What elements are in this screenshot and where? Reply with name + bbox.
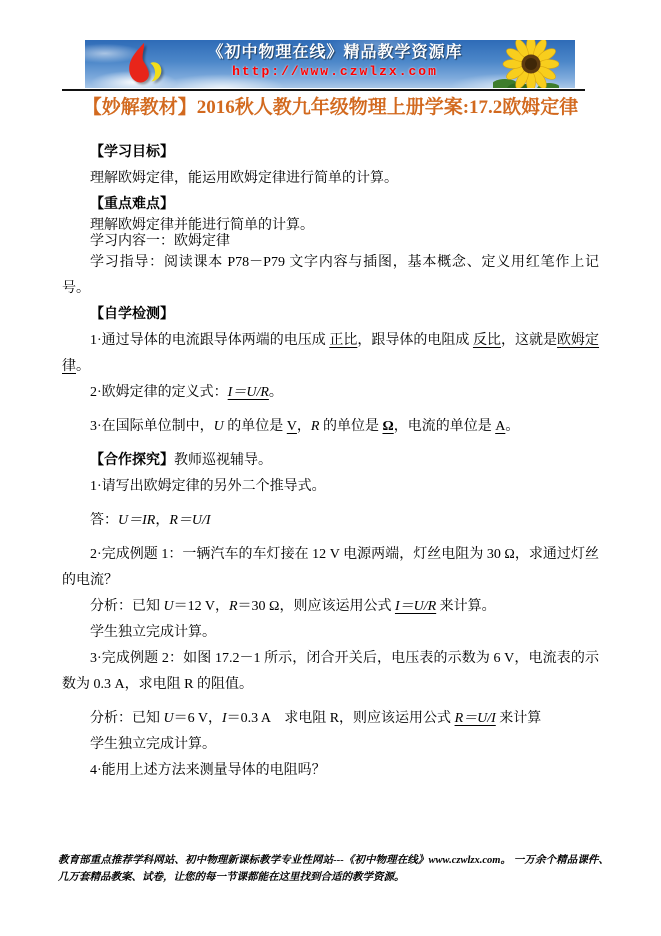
text-run: ＝6 V， xyxy=(173,711,222,726)
text-run: 反比 xyxy=(472,333,501,348)
text-run: 学生独立完成计算。 xyxy=(90,737,216,752)
text-run: 分析：已知 xyxy=(90,711,164,726)
text-run: 2·欧姆定律的定义式： xyxy=(90,385,228,400)
page-title: 【妙解教材】2016秋人教九年级物理上册学案:17.2欧姆定律 xyxy=(82,97,579,118)
paragraph xyxy=(62,166,599,192)
text-run: 2·完成例题 1：一辆汽车的车灯接在 12 V 电源两端，灯丝电阻为 30 Ω，求通过灯丝的电流？ xyxy=(62,547,599,588)
paragraph xyxy=(62,542,599,594)
text-run: ＝12 V， xyxy=(173,599,229,614)
site-name: 《初中物理在线》精品教学资源库 xyxy=(207,44,463,61)
text-run: 3·在国际单位制中， xyxy=(90,419,214,434)
text-run: A xyxy=(495,419,506,434)
site-logo-icon xyxy=(115,42,173,88)
text-run: 分析：已知 xyxy=(90,599,164,614)
text-run: 来计算。 xyxy=(436,599,496,614)
page-footer xyxy=(58,852,609,886)
text-run: 来计算 xyxy=(495,711,542,726)
text-run: U＝IR xyxy=(118,513,156,528)
text-run: ，跟导体的电阻成 xyxy=(357,333,473,348)
text-run: 【合作探究】 xyxy=(90,453,174,468)
text-run: R＝U/I xyxy=(454,711,496,726)
header-banner xyxy=(85,40,575,88)
document-body xyxy=(62,140,599,784)
paragraph xyxy=(62,192,599,218)
text-run: ＝30 Ω，则应该运用公式 xyxy=(237,599,395,614)
text-run: 4·能用上述方法来测量导体的电阻吗？ xyxy=(90,763,326,778)
text-run: I＝U/R xyxy=(394,599,437,614)
text-run: 的单位是 xyxy=(319,419,383,434)
text-run: 正比 xyxy=(329,333,358,348)
paragraph xyxy=(62,706,599,732)
paragraph xyxy=(62,414,599,440)
text-run: 3·完成例题 2：如图 17.2－1 所示，闭合开关后，电压表的示数为 6 V，电流表的示数为 0.3 A，求电阻 R 的阻值。 xyxy=(62,651,599,692)
text-run: 1·请写出欧姆定律的另外二个推导式。 xyxy=(90,479,326,494)
text-run: 【学习目标】 xyxy=(90,145,174,160)
text-run: V xyxy=(286,419,297,434)
text-run: R xyxy=(228,599,238,614)
text-run: 学习指导：阅读课本 P78－P79 文字内容与插图，基本概念、定义用红笔作上记号。 xyxy=(62,255,599,296)
text-run: 【自学检测】 xyxy=(90,307,174,322)
text-run: 理解欧姆定律，能运用欧姆定律进行简单的计算。 xyxy=(90,171,398,186)
paragraph xyxy=(62,758,599,784)
paragraph xyxy=(62,594,599,620)
text-run: 理解欧姆定律并能进行简单的计算。 xyxy=(90,218,314,233)
text-run: 学习内容一：欧姆定律 xyxy=(90,234,230,249)
paragraph xyxy=(62,140,599,166)
text-run: 教师巡视辅导。 xyxy=(174,453,272,468)
text-run: Ω xyxy=(382,419,394,434)
paragraph xyxy=(62,448,599,474)
paragraph xyxy=(62,474,599,500)
paragraph xyxy=(62,380,599,406)
text-run: 的单位是 xyxy=(223,419,287,434)
paragraph xyxy=(62,218,599,234)
paragraph xyxy=(62,250,599,302)
text-run: R xyxy=(310,419,320,434)
paragraph xyxy=(62,732,599,758)
text-run: U xyxy=(163,711,174,726)
text-run: R＝U/I xyxy=(169,513,211,528)
banner-text-block xyxy=(180,43,490,81)
text-run: U xyxy=(163,599,174,614)
paragraph xyxy=(62,508,599,534)
paragraph xyxy=(62,328,599,380)
text-run: ＝0.3 A 求电阻 R，则应该运用公式 xyxy=(226,711,455,726)
paragraph xyxy=(62,234,599,250)
text-run: ，这就是 xyxy=(500,333,558,348)
text-run: I＝U/R xyxy=(227,385,269,400)
text-run: 。 xyxy=(505,419,520,434)
text-run: 1·通过导体的电流跟导体两端的电压成 xyxy=(90,333,330,348)
header-divider xyxy=(62,89,585,91)
text-run: ， xyxy=(296,419,311,434)
paragraph xyxy=(62,646,599,698)
text-run: ， xyxy=(155,513,170,528)
text-run: I xyxy=(221,711,227,726)
site-url-link[interactable]: http://www.czwlzx.com xyxy=(232,64,438,79)
paragraph xyxy=(62,620,599,646)
text-run: 【重点难点】 xyxy=(90,197,174,212)
paragraph xyxy=(62,302,599,328)
text-run: 。 xyxy=(76,359,90,374)
footer-text: 教育部重点推荐学科网站、初中物理新课标教学专业性网站---《初中物理在线》www.czwlzx.com。 一万余个精品课件、几万套精品教案、试卷，让您的每一节课都能在这里找到合适的教学资源。 xyxy=(58,855,609,883)
text-run: U xyxy=(213,419,224,434)
text-run: 欧姆定律 xyxy=(62,333,600,374)
text-run: 学生独立完成计算。 xyxy=(90,625,216,640)
sunflower-icon xyxy=(493,40,559,88)
text-run: 答： xyxy=(90,513,118,528)
text-run: ，电流的单位是 xyxy=(393,419,496,434)
text-run: 。 xyxy=(268,385,283,400)
